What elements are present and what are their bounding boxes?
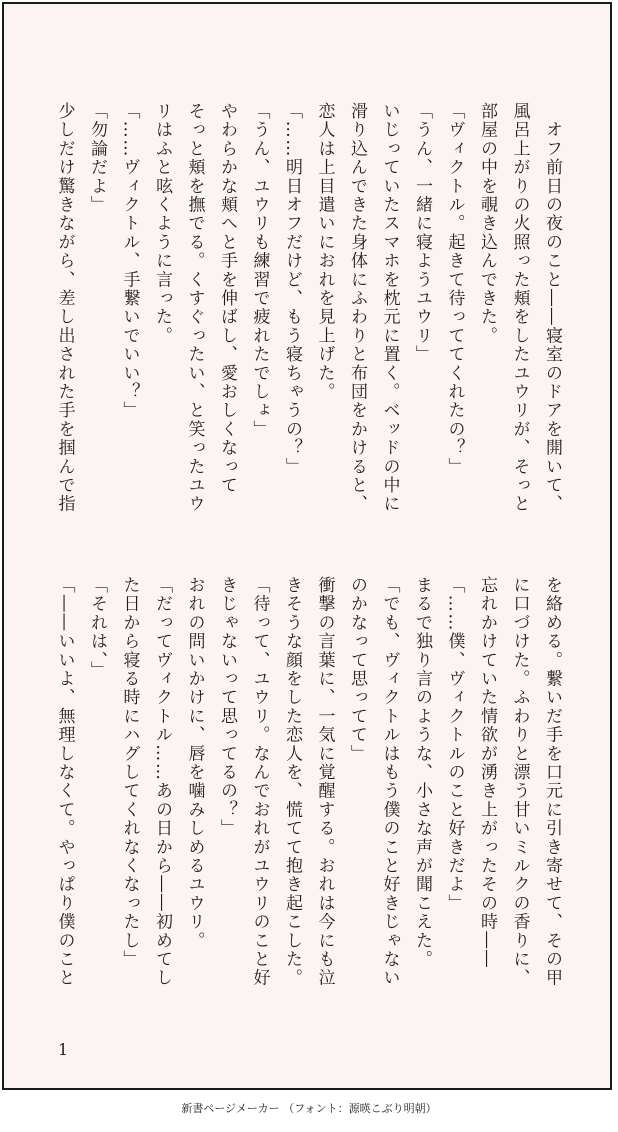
text-line: 部屋の中を覗き込んできた。: [477, 102, 497, 346]
text-line: やわらかな頬へと手を伸ばし、愛おしくなって: [217, 102, 237, 495]
text-line: 少しだけ驚きながら、差し出された手を掴んで指: [54, 102, 75, 514]
text-line: 忘れかけていた情欲が湧き上がったその時――: [477, 576, 497, 969]
text-line: 衝撃の言葉に、一気に覚醒する。おれは今にも泣: [314, 576, 335, 988]
text-line: を絡める。繋いだ手を口元に引き寄せて、その甲: [542, 576, 562, 988]
text-line: 「――いいよ、無理しなくて。やっぱり僕のこと: [54, 576, 75, 988]
text-line: リはふと呟くように言った。: [152, 102, 172, 346]
text-line: 恋人は上目遣いにおれを見上げた。: [314, 102, 335, 402]
text-line: 「だってヴィクトル……あの日から――初めてし: [152, 576, 172, 988]
text-line: オフ前日の夜のこと――寝室のドアを開いて、: [542, 102, 562, 514]
text-line: 「……僕、ヴィクトルのこと好きだよ」: [444, 576, 465, 913]
text-line: 「うん、ユウリも練習で疲れたでしょ」: [249, 102, 270, 439]
page-number: 1: [58, 1040, 69, 1059]
text-line: 「それは、」: [87, 576, 107, 680]
text-line: いじっていたスマホを枕元に置く。ベッドの中に: [379, 102, 400, 514]
text-line: おれの問いかけに、唇を噛みしめるユウリ。: [184, 576, 205, 950]
text-line: 「でも、ヴィクトルはもう僕のこと好きじゃない: [379, 576, 400, 988]
text-line: そっと頬を撫でる。くすぐったい、と笑ったユウ: [184, 102, 205, 514]
novel-page: [2, 2, 612, 1090]
text-line: きそうな顔をした恋人を、慌てて抱き起こした。: [282, 576, 302, 988]
text-line: た日から寝る時にハグしてくれなくなったし」: [119, 576, 140, 969]
text-line: まるで独り言のような、小さな声が聞こえた。: [412, 576, 432, 969]
text-line: 滑り込んできた身体にふわりと布団をかけると、: [347, 102, 367, 514]
text-line: 「待って、ユウリ。なんでおれがユウリのこと好: [249, 576, 270, 988]
text-line: 「うん、一緒に寝ようユウリ」: [412, 102, 432, 364]
text-line: に口づけた。ふわりと漂う甘いミルクの香りに、: [509, 576, 530, 988]
text-line: 「勿論だよ」: [87, 102, 107, 215]
text-line: 「ヴィクトル。起きて待っててくれたの？」: [444, 102, 465, 476]
text-line: きじゃないって思ってるの？」: [217, 576, 237, 838]
footer-credit: 新書ページメーカー （フォント：源暎こぶり明朝）: [181, 1102, 437, 1115]
text-line: 風呂上がりの火照った頬をしたユウリが、そっと: [509, 102, 530, 514]
text-block-bottom: [48, 576, 568, 1008]
text-line: 「……ヴィクトル、手繋いでいい？」: [119, 102, 140, 420]
text-block-top: [48, 102, 568, 534]
text-line: 「……明日オフだけど、もう寝ちゃうの？」: [282, 102, 302, 476]
text-line: のかなって思ってて」: [347, 576, 367, 763]
